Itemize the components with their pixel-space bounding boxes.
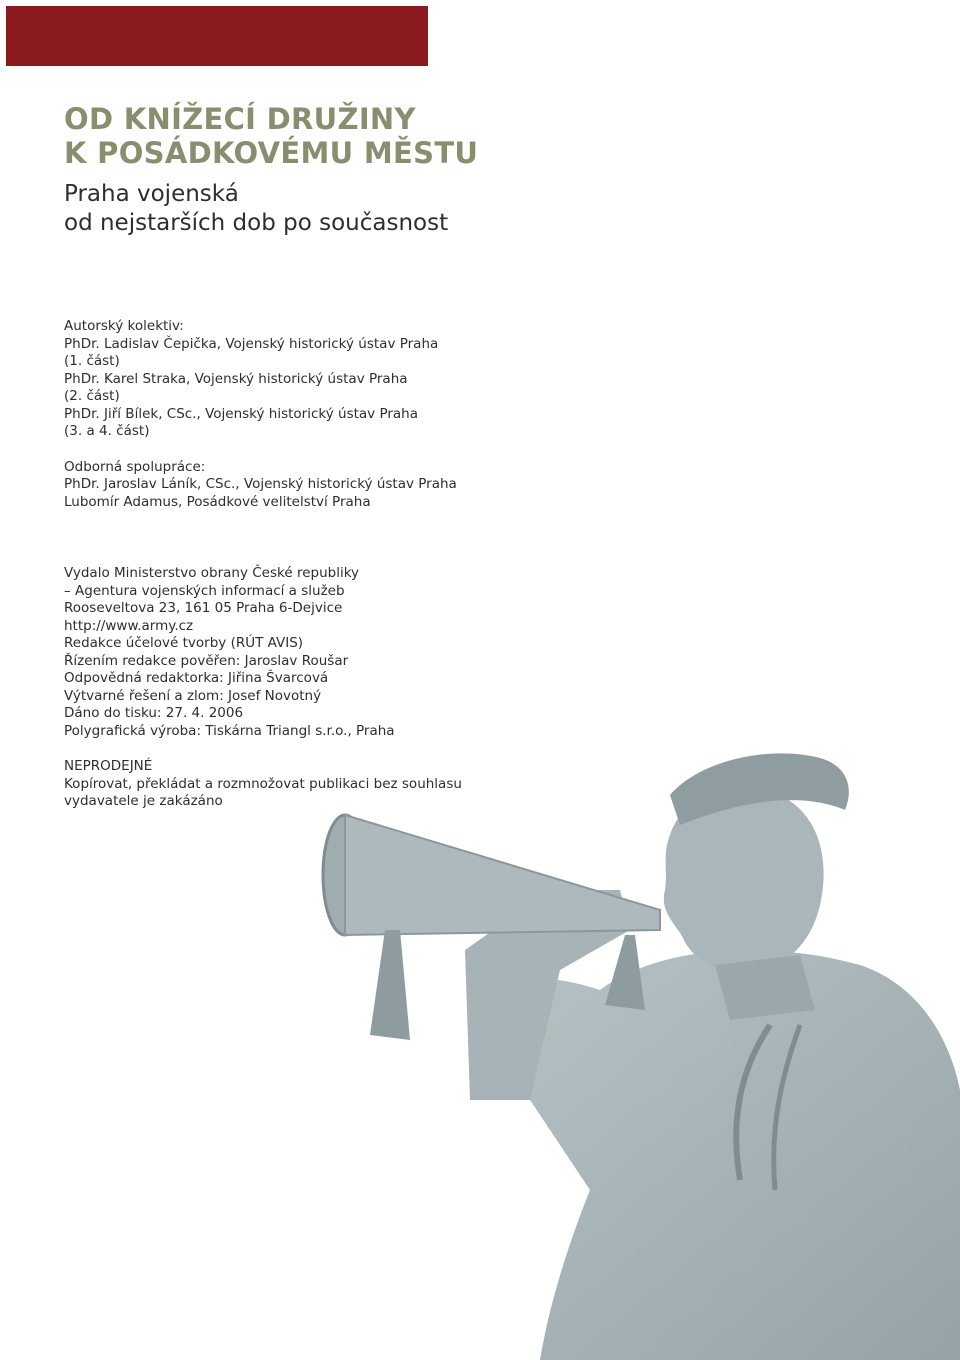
author-line: PhDr. Ladislav Čepička, Vojenský historický ústav Praha [64,335,439,352]
publisher-line: Redakce účelové tvorby (RÚT AVIS) [64,635,304,651]
subtitle-line-1: Praha vojenská [64,181,239,207]
publisher-line: Výtvarné řešení a zlom: Josef Novotný [64,687,322,704]
soldier-bugle-photo [300,740,960,1360]
publisher-line: Odpovědná redaktorka: Jiřina Švarcová [64,670,329,686]
collaboration-heading: Odborná spolupráce: [64,458,206,475]
author-line: (2. část) [64,388,120,404]
publisher-line: Dáno do tisku: 27. 4. 2006 [64,705,244,721]
top-accent-bar [6,6,428,66]
publisher-line: – Agentura vojenských informací a služeb [64,582,345,599]
collaboration-line: PhDr. Jaroslav Láník, CSc., Vojenský historický ústav Praha [64,476,457,492]
author-line: PhDr. Jiří Bílek, CSc., Vojenský historický ústav Praha [64,405,419,422]
author-line: PhDr. Karel Straka, Vojenský historický ústav Praha [64,370,408,387]
author-line: (1. část) [64,353,120,369]
publisher-url: http://www.army.cz [64,617,194,634]
title-line-2: K POSÁDKOVÉMU MĚSTU [64,136,479,170]
notice-line: vydavatele je zakázáno [64,793,223,809]
collaboration-line: Lubomír Adamus, Posádkové velitelství Praha [64,493,371,510]
subtitle-line-2: od nejstarších dob po současnost [64,210,449,236]
notice-line: Kopírovat, překládat a rozmnožovat publikaci bez souhlasu [64,775,462,792]
author-line: (3. a 4. část) [64,423,150,439]
authors-block [64,318,457,511]
page-title [64,102,478,170]
publisher-line: Vydalo Ministerstvo obrany České republiky [64,565,360,581]
publisher-line: Polygrafická výroba: Tiskárna Triangl s.r.o., Praha [64,722,395,739]
publisher-line: Řízením redakce pověřen: Jaroslav Roušar [64,652,349,669]
bugle-tassel-left [370,930,410,1040]
publisher-line: Rooseveltova 23, 161 05 Praha 6-Dejvice [64,600,343,616]
soldier-collar [715,955,815,1020]
authors-heading: Autorský kolektiv: [64,318,184,334]
page-subtitle [64,180,448,238]
bugle-tube [345,815,660,935]
title-line-1: OD KNÍŽECÍ DRUŽINY [64,102,416,136]
bugle-tassel-right [605,935,645,1010]
notice-heading: NEPRODEJNÉ [64,758,153,774]
